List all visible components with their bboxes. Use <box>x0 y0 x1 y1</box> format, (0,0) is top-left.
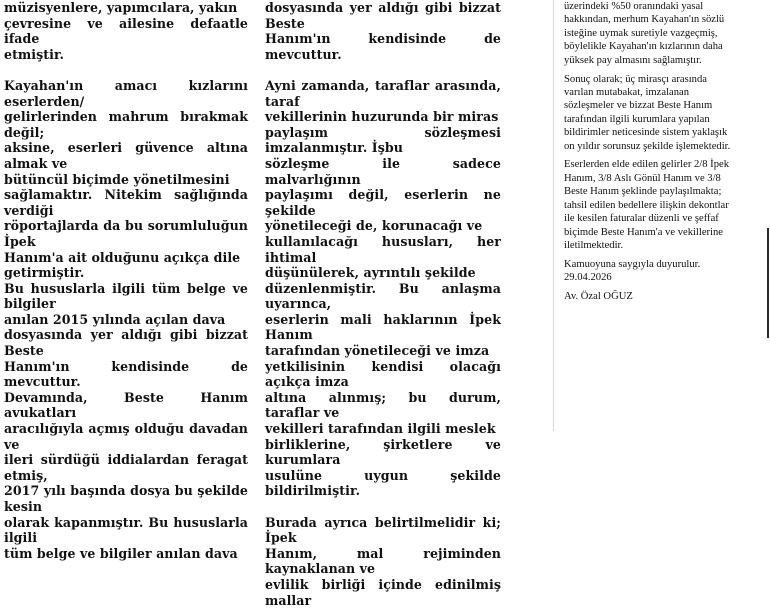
paragraph: dosyasında yer aldığı gibi bizzat Beste Hanım'ın kendisinde de mevcuttur. <box>265 0 501 62</box>
paragraph: üzerindeki %50 oranındaki yasal hakkından, merhum Kayahan'ın sözlü isteğine uymak suretiyle vazgeçmiş, böylelikle Kayahan'ın kızlarının daha yüksek pay almasını sağlamıştır. <box>564 1 725 66</box>
closing-and-date: Kamuoyuna saygıyla duyurulur. 29.04.2026 <box>564 258 701 284</box>
paragraph: Devamında, Beste Hanım avukatları aracılığıyla açmış olduğu davadan ve ileri sürdüğü iddialardan feragat etmiş, 2017 yılı başında dosya bu şekilde kesin olarak kapanmıştır. Bu hususlarla ilgili tüm belge ve bilgiler anılan dava <box>4 389 248 561</box>
right-column <box>564 0 762 400</box>
edge-mark <box>767 228 769 338</box>
paragraph: Bu hususlarla ilgili tüm belge ve bilgiler anılan 2015 yılında açılan dava dosyasında yer aldığı gibi bizzat Beste Hanım'ın kendisinde de mevcuttur. <box>4 280 248 390</box>
paragraph: Eserlerden elde edilen gelirler 2/8 İpek Hanım, 3/8 Aslı Gönül Hanım ve 3/8 Beste Hanım şeklinde paylaşılmakta; tahsil edilen bedellere ilişkin dekontlar ile kesilen faturalar düzenli ve şeffaf biçimde Beste Hanım'a ve vekillerine iletilmektedir. <box>564 159 730 251</box>
column-divider <box>553 0 554 431</box>
middle-column <box>265 0 501 608</box>
paragraph: müzisyenlere, yapımcılara, yakın çevresine ve ailesine defaatle ifade etmiştir. <box>4 0 248 62</box>
left-column <box>4 0 248 561</box>
signature-name: Av. Özal OĞUZ <box>564 291 633 303</box>
paragraph: Ayni zamanda, taraflar arasında, taraf vekillerinin huzurunda bir miras paylaşım sözleşmesi imzalanmıştır. İşbu sözleşme ile sadece malvarlığının paylaşımı değil, eserlerin ne şekilde yönetileceği de, korunacağı ve kullanılacağı hususları, her ihtimal düşünülerek, ayrıntılı şekilde düzenlenmiştir. Bu anlaşma uyarınca, eserlerin mali haklarının İpek Hanım tarafından yönetileceği ve imza yetkilisinin kendisi olacağı açıkça imza altına alınmış; bu durum, taraflar ve vekilleri tarafından ilgili meslek birliklerine, şirketlere ve kurumlara usulüne uygun şekilde bildirilmiştir. <box>265 77 501 499</box>
paragraph: Sonuç olarak; üç mirasçı arasında varılan mutabakat, imzalanan sözleşmeler ve bizzat Beste Hanım tarafından ilgili kurumlara yapılan bildirimler neticesinde sistem yaklaşık on yıldır sorunsuz şekilde işlemektedir. <box>564 73 731 152</box>
paragraph: Kayahan'ın amacı kızlarını eserlerden/ gelirlerinden mahrum bırakmak değil; aksine, eserleri güvence altına almak ve bütüncül biçimde yönetilmesini sağlamaktır. Nitekim sağlığında verdiği röportajlarda da bu sorumluluğun İpek Hanım'a ait olduğunu açıkça dile getirmiştir. <box>4 77 248 281</box>
paragraph: Burada ayrıca belirtilmelidir ki; İpek Hanım, mal rejiminden kaynaklanan ve evlilik birliği içinde edinilmiş mallar <box>265 514 501 608</box>
